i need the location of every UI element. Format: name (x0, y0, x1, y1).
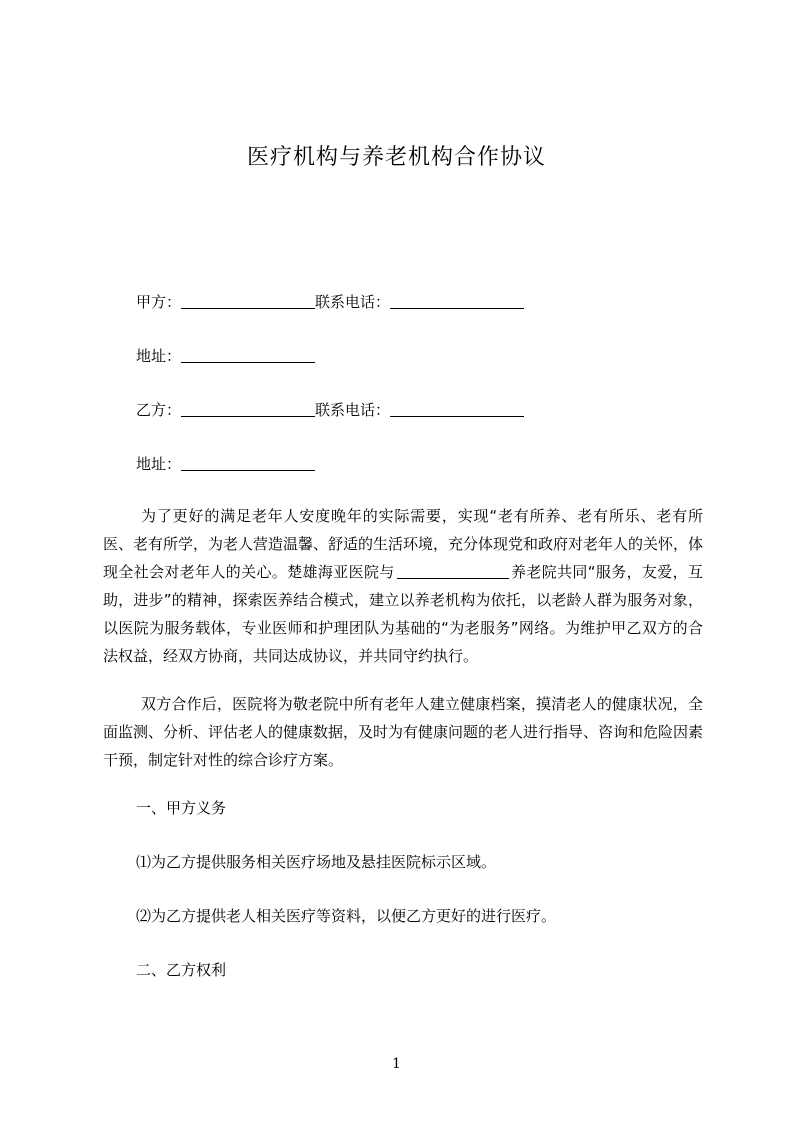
party-b-address-label: 地址： (136, 455, 182, 473)
party-a-phone-blank[interactable] (390, 294, 524, 309)
party-a-label: 甲方： (136, 293, 182, 311)
party-a-address-blank[interactable] (181, 348, 315, 363)
section-one-heading: 一、甲方义务 (136, 799, 227, 817)
section-one-item: ⑴为乙方提供服务相关医疗场地及悬挂医院标示区域。 (136, 853, 497, 871)
section-one-item: ⑵为乙方提供老人相关医疗等资料，以便乙方更好的进行医疗。 (136, 907, 557, 925)
nursing-home-name-blank[interactable] (397, 564, 509, 579)
party-a-address-label: 地址： (136, 347, 182, 365)
intro-text-part1: 为了更好的满足老年人安度晚年的实际需要，实现“老有所养、老有所乐、老有所医、老有所学，为老人营造温馨、舒适的生活环境，充分体现党和政府对老年人的关怀，体现全社会对老年人的关心。楚雄海亚医院与 (103, 507, 704, 581)
party-b-address-line (136, 454, 315, 474)
document-title: 医疗机构与养老机构合作协议 (246, 145, 546, 170)
party-a-address-line (136, 346, 315, 366)
party-b-label: 乙方： (136, 401, 182, 419)
party-a-phone-label: 联系电话： (315, 293, 391, 311)
party-b-phone-label: 联系电话： (315, 401, 391, 419)
intro-paragraph (103, 502, 703, 670)
section-two-heading: 二、乙方权利 (136, 961, 227, 979)
party-b-address-blank[interactable] (181, 456, 315, 471)
intro-text-part2: 养老院共同“服务，友爱，互助，进步”的精神，探索医养结合模式，建立以养老机构为依托，以老龄人群为服务对象，以医院为服务载体，专业医师和护理团队为基础的“为老服务”网络。为维护甲乙双方的合法权益，经双方协商，共同达成协议，并共同守约执行。 (103, 563, 703, 665)
party-a-name-blank[interactable] (181, 294, 315, 309)
party-b-name-blank[interactable] (181, 402, 315, 417)
party-b-phone-blank[interactable] (390, 402, 524, 417)
cooperation-paragraph: 双方合作后，医院将为敬老院中所有老年人建立健康档案，摸清老人的健康状况，全面监测、分析、评估老人的健康数据，及时为有健康问题的老人进行指导、咨询和危险因素干预，制定针对性的综合诊疗方案。 (103, 695, 704, 769)
party-a-line (136, 292, 524, 312)
page-number: 1 (392, 1056, 401, 1072)
party-b-line (136, 400, 524, 420)
